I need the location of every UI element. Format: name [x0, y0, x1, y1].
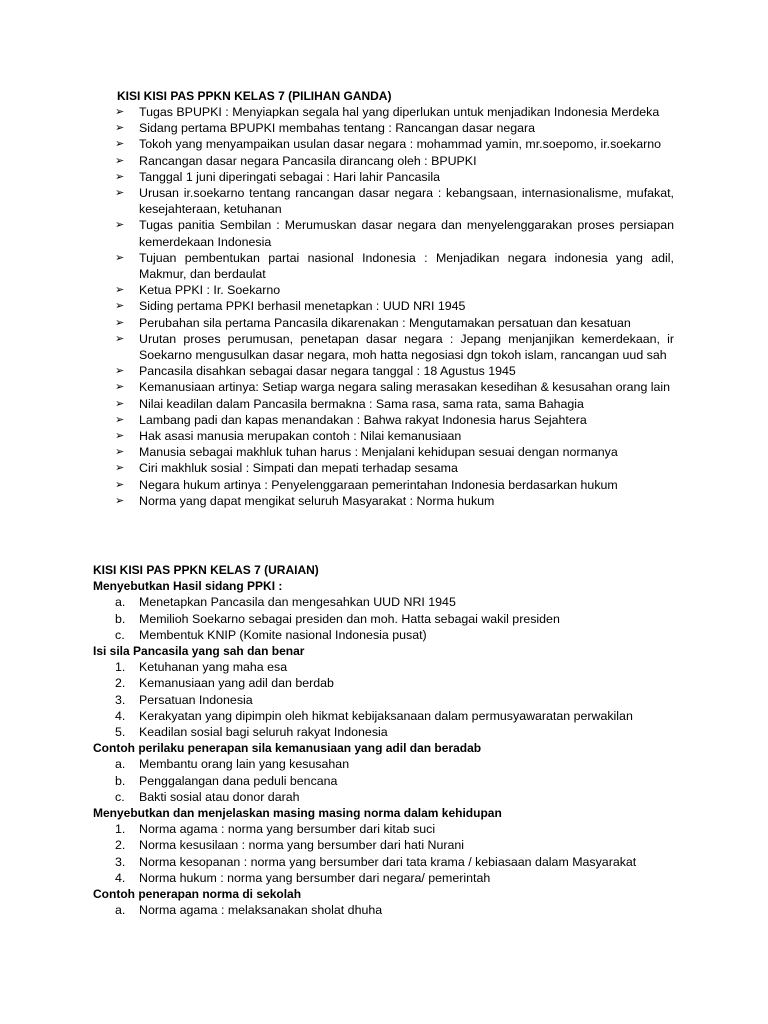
pg-list-item	[115, 315, 674, 331]
pg-item-text: Tanggal 1 juni diperingati sebagai : Hari lahir Pancasila	[139, 169, 440, 184]
pg-item-text: Urutan proses perumusan, penetapan dasar negara : Jepang menjanjikan kemerdekaan, ir Soekarno mengusulkan dasar negara, moh hatta negosiasi dgn tokoh islam, rancangan uud sah	[139, 331, 674, 363]
section-heading: Menyebutkan Hasil sidang PPKI :	[93, 579, 283, 594]
section-list-item	[93, 837, 693, 853]
section-list	[93, 902, 693, 918]
pg-item-text: Manusia sebagai makhluk tuhan harus : Menjalani kehidupan sesuai dengan normanya	[139, 445, 618, 460]
list-marker: 4.	[115, 870, 126, 885]
pg-list-item	[115, 379, 674, 395]
section-heading: Menyebutkan dan menjelaskan masing masing norma dalam kehidupan	[93, 806, 502, 821]
pg-list-item	[115, 477, 674, 493]
section-list	[93, 659, 693, 740]
list-marker: a.	[115, 903, 126, 918]
arrow-bullet-icon: ➢	[115, 397, 125, 410]
list-item-text: Penggalangan dana peduli bencana	[139, 773, 338, 788]
section-list-item	[93, 659, 693, 675]
arrow-bullet-icon: ➢	[115, 300, 125, 313]
list-marker: 3.	[115, 854, 126, 869]
section-list-item	[93, 773, 693, 789]
section-list	[93, 594, 693, 643]
list-item-text: Norma agama : norma yang bersumber dari kitab suci	[139, 822, 436, 837]
list-marker: 2.	[115, 676, 126, 691]
arrow-bullet-icon: ➢	[115, 284, 125, 297]
list-marker: 1.	[115, 660, 126, 675]
list-marker: 3.	[115, 692, 126, 707]
section-list-item	[93, 627, 693, 643]
list-item-text: Norma agama : melaksanakan sholat dhuha	[139, 903, 383, 918]
list-item-text: Norma hukum : norma yang bersumber dari negara/ pemerintah	[139, 870, 491, 885]
section-list-item	[93, 708, 693, 724]
pg-item-text: Norma yang dapat mengikat seluruh Masyarakat : Norma hukum	[139, 493, 495, 508]
section-list-item	[93, 675, 693, 691]
pg-item-text: Tujuan pembentukan partai nasional Indonesia : Menjadikan negara indonesia yang adil, Makmur, dan berdaulat	[139, 250, 674, 282]
pg-item-text: Tugas BPUPKI : Menyiapkan segala hal yang diperlukan untuk menjadikan Indonesia Merdeka	[139, 105, 660, 119]
section-list-item	[93, 692, 693, 708]
arrow-bullet-icon: ➢	[115, 430, 125, 443]
arrow-bullet-icon: ➢	[115, 332, 125, 345]
pg-list-item	[115, 331, 674, 363]
pg-list-item	[115, 396, 674, 412]
list-marker: c.	[115, 627, 125, 642]
pg-item-text: Kemanusiaan artinya: Setiap warga negara saling merasakan kesedihan & kesusahan orang lain	[139, 380, 671, 395]
section-list	[93, 756, 693, 805]
section-list-item	[93, 611, 693, 627]
pg-list-item	[115, 460, 674, 476]
arrow-bullet-icon: ➢	[115, 381, 125, 394]
list-marker: a.	[115, 757, 126, 772]
pg-item-text: Perubahan sila pertama Pancasila dikarenakan : Mengutamakan persatuan dan kesatuan	[139, 315, 631, 330]
pg-list-item	[115, 136, 674, 152]
pg-item-text: Pancasila disahkan sebagai dasar negara tanggal : 18 Agustus 1945	[139, 364, 516, 379]
section-list	[93, 821, 693, 886]
arrow-bullet-icon: ➢	[115, 462, 125, 475]
arrow-bullet-icon: ➢	[115, 251, 125, 264]
uraian-section	[93, 562, 693, 918]
list-item-text: Membentuk KNIP (Komite nasional Indonesia pusat)	[139, 627, 427, 642]
pg-item-text: Siding pertama PPKI berhasil menetapkan : UUD NRI 1945	[139, 299, 466, 314]
uraian-section-block	[93, 805, 693, 886]
pg-list-item	[115, 104, 674, 120]
list-marker: 1.	[115, 822, 126, 837]
pg-list-item	[115, 444, 674, 460]
uraian-section-block	[93, 886, 693, 918]
arrow-bullet-icon: ➢	[115, 478, 125, 491]
pg-list-item	[115, 217, 674, 249]
list-marker: c.	[115, 789, 125, 804]
pg-item-text: Nilai keadilan dalam Pancasila bermakna : Sama rasa, sama rata, sama Bahagia	[139, 396, 584, 411]
arrow-bullet-icon: ➢	[115, 138, 125, 151]
section-list-item	[93, 594, 693, 610]
list-marker: 5.	[115, 725, 126, 740]
pg-list-item	[115, 250, 674, 282]
section-list-item	[93, 854, 693, 870]
list-item-text: Membantu orang lain yang kesusahan	[139, 757, 350, 772]
pg-item-text: Tokoh yang menyampaikan usulan dasar negara : mohammad yamin, mr.soepomo, ir.soekarno	[139, 137, 662, 152]
pg-list-item	[115, 120, 674, 136]
pg-list-item	[115, 169, 674, 185]
list-marker: 4.	[115, 708, 126, 723]
arrow-bullet-icon: ➢	[115, 365, 125, 378]
list-item-text: Menetapkan Pancasila dan mengesahkan UUD NRI 1945	[139, 595, 456, 610]
pg-item-text: Negara hukum artinya : Penyelenggaraan pemerintahan Indonesia berdasarkan hukum	[139, 477, 618, 492]
list-marker: a.	[115, 595, 126, 610]
arrow-bullet-icon: ➢	[115, 170, 125, 183]
uraian-section-block	[93, 643, 693, 740]
pg-item-text: Urusan ir.soekarno tentang rancangan dasar negara : kebangsaan, internasionalisme, mufakat, kesejahteraan, ketuhanan	[139, 186, 674, 217]
list-item-text: Persatuan Indonesia	[139, 692, 253, 707]
pg-item-text: Lambang padi dan kapas menandakan : Bahwa rakyat Indonesia harus Sejahtera	[139, 412, 587, 427]
pg-list-item	[115, 363, 674, 379]
arrow-bullet-icon: ➢	[115, 219, 125, 232]
pg-item-text: Tugas panitia Sembilan : Merumuskan dasar negara dan menyelenggarakan proses persiapan kemerdekaan Indonesia	[139, 218, 674, 249]
section-heading: Contoh perilaku penerapan sila kemanusiaan yang adil dan beradab	[93, 741, 482, 756]
arrow-bullet-icon: ➢	[115, 413, 125, 426]
section-list-item	[93, 902, 693, 918]
arrow-bullet-icon: ➢	[115, 316, 125, 329]
arrow-bullet-icon: ➢	[115, 446, 125, 459]
list-item-text: Norma kesusilaan : norma yang bersumber dari hati Nurani	[139, 838, 465, 853]
arrow-bullet-icon: ➢	[115, 494, 125, 507]
section-list-item	[93, 756, 693, 772]
pg-list-item	[115, 298, 674, 314]
list-item-text: Norma kesopanan : norma yang bersumber dari tata krama / kebiasaan dalam Masyarakat	[139, 854, 637, 869]
list-marker: 2.	[115, 838, 126, 853]
list-item-text: Kerakyatan yang dipimpin oleh hikmat kebijaksanaan dalam permusyawaratan perwakilan	[139, 708, 633, 723]
pg-item-text: Ketua PPKI : Ir. Soekarno	[139, 283, 281, 298]
list-item-text: Ketuhanan yang maha esa	[139, 660, 288, 675]
pg-item-text: Ciri makhluk sosial : Simpati dan mepati terhadap sesama	[139, 461, 458, 476]
list-item-text: Keadilan sosial bagi seluruh rakyat Indonesia	[139, 725, 388, 740]
pilihan-ganda-list	[0, 104, 768, 509]
pg-item-text: Hak asasi manusia merupakan contoh : Nilai kemanusiaan	[139, 429, 462, 444]
arrow-bullet-icon: ➢	[115, 106, 125, 118]
arrow-bullet-icon: ➢	[115, 187, 125, 200]
list-item-text: Bakti sosial atau donor darah	[139, 789, 300, 804]
section-heading: Contoh penerapan norma di sekolah	[93, 887, 302, 902]
title-uraian: KISI KISI PAS PPKN KELAS 7 (URAIAN)	[93, 563, 319, 577]
uraian-sections	[93, 578, 693, 918]
pg-list-item	[115, 185, 674, 217]
pg-list-item	[115, 282, 674, 298]
uraian-section-block	[93, 740, 693, 805]
uraian-section-block	[93, 578, 693, 643]
list-item-text: Memilioh Soekarno sebagai presiden dan moh. Hatta sebagai wakil presiden	[139, 611, 560, 626]
list-marker: b.	[115, 611, 126, 626]
pg-list-item	[115, 428, 674, 444]
section-list-item	[93, 724, 693, 740]
section-list-item	[93, 870, 693, 886]
arrow-bullet-icon: ➢	[115, 154, 125, 167]
section-list-item	[93, 821, 693, 837]
pg-item-text: Rancangan dasar negara Pancasila dirancang oleh : BPUPKI	[139, 153, 477, 168]
arrow-bullet-icon: ➢	[115, 122, 125, 135]
pg-list-item	[115, 412, 674, 428]
pg-list-item	[115, 493, 674, 509]
list-item-text: Kemanusiaan yang adil dan berdab	[139, 676, 334, 691]
title-pilihan-ganda: KISI KISI PAS PPKN KELAS 7 (PILIHAN GANDA)	[117, 89, 392, 103]
list-marker: b.	[115, 773, 126, 788]
section-list-item	[93, 789, 693, 805]
section-heading: Isi sila Pancasila yang sah dan benar	[93, 644, 305, 659]
pg-list-item	[115, 153, 674, 169]
pg-item-text: Sidang pertama BPUPKI membahas tentang : Rancangan dasar negara	[139, 121, 536, 136]
